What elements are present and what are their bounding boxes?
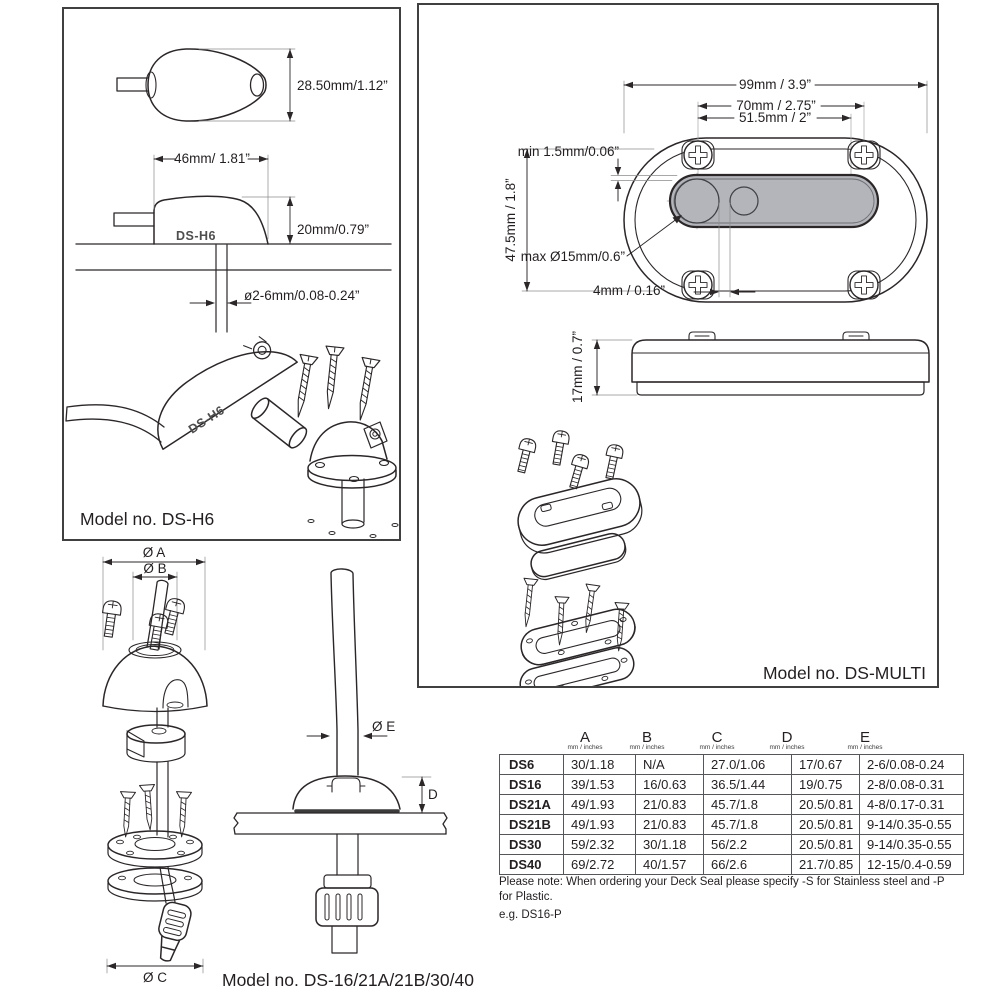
ordering-note xyxy=(499,875,954,923)
dim-label-dia-c: Ø C xyxy=(142,970,168,985)
cell: 19/0.75 xyxy=(792,775,860,795)
dim-label-profile-height: 17mm / 0.7” xyxy=(570,330,585,404)
table-row xyxy=(500,855,964,875)
table-row xyxy=(500,775,964,795)
cell: 69/2.72 xyxy=(564,855,636,875)
tapping-screws xyxy=(519,578,629,651)
dim-cable-diameter xyxy=(190,300,251,306)
ds-h6-top-view xyxy=(117,49,266,121)
col-e-unit: mm / inches xyxy=(847,744,883,751)
cable-mid xyxy=(157,762,168,837)
ds-series-exploded-view xyxy=(99,557,207,973)
cell: 21.7/0.85 xyxy=(792,855,860,875)
ds-multi-exploded-view xyxy=(513,430,647,686)
ds-h6-side-view xyxy=(76,196,391,332)
cell: 45.7/1.8 xyxy=(704,795,792,815)
ds-multi-top-view xyxy=(624,102,927,302)
model-label: DS6 xyxy=(500,755,564,775)
cell: 45.7/1.8 xyxy=(704,815,792,835)
cell: 30/1.18 xyxy=(636,835,704,855)
cell: 40/1.57 xyxy=(636,855,704,875)
gasket-plate xyxy=(517,606,638,669)
ds-h6-drawing xyxy=(64,9,399,539)
ds-series-installed-view xyxy=(234,569,447,953)
dim-label-dia-a: Ø A xyxy=(142,545,166,560)
cable-exploded xyxy=(66,405,164,442)
cell: 9-14/0.35-0.55 xyxy=(860,835,964,855)
cable-below-deck xyxy=(216,245,227,332)
table-row xyxy=(500,835,964,855)
dim-label-min-gap: min 1.5mm/0.06” xyxy=(517,144,619,159)
model-label: DS21A xyxy=(500,795,564,815)
note-line1: Please note: When ordering your Deck Seal please specify -S for Stainless steel and -P for Plastic. xyxy=(499,876,945,903)
caption-ds-h6: Model no. DS-H6 xyxy=(80,509,215,529)
cell: 20.5/0.81 xyxy=(792,815,860,835)
dim-overall-height xyxy=(522,149,654,291)
cell: 66/2.6 xyxy=(704,855,792,875)
cell: 12-15/0.4-0.59 xyxy=(860,855,964,875)
cell: 21/0.83 xyxy=(636,795,704,815)
top-cover xyxy=(513,474,647,558)
spec-table-grid xyxy=(499,754,964,875)
note-line2: e.g. DS16-P xyxy=(499,909,562,921)
cell: 49/1.93 xyxy=(564,815,636,835)
deck-screws xyxy=(118,784,191,837)
product-label-side: DS-H6 xyxy=(176,229,217,243)
dim-profile-height xyxy=(592,340,637,395)
col-d-unit: mm / inches xyxy=(769,744,805,751)
screws xyxy=(289,346,379,422)
spec-table-header xyxy=(499,726,913,754)
dim-label-hole-gap: 4mm / 0.16” xyxy=(592,283,665,298)
dim-label-cable-diameter: ø2-6mm/0.08-0.24” xyxy=(244,288,360,303)
model-label: DS16 xyxy=(500,775,564,795)
dim-top-height xyxy=(199,49,295,121)
col-b: B xyxy=(641,729,652,746)
dim-side-height xyxy=(242,197,295,244)
cell: 16/0.63 xyxy=(636,775,704,795)
cell: 2-8/0.08-0.31 xyxy=(860,775,964,795)
deck-cross-section xyxy=(234,813,447,834)
cable-stub-top xyxy=(117,78,148,91)
dim-label-depth-d: D xyxy=(428,787,438,802)
cell: 36.5/1.44 xyxy=(704,775,792,795)
col-b-unit: mm / inches xyxy=(629,744,665,751)
dim-label-overall-width: 99mm / 3.9” xyxy=(738,77,812,92)
flange-ring-top xyxy=(108,831,202,867)
model-label: DS21B xyxy=(500,815,564,835)
cell: 17/0.67 xyxy=(792,755,860,775)
cell: 20.5/0.81 xyxy=(792,795,860,815)
cable-connector xyxy=(152,901,193,965)
dim-depth-d xyxy=(402,777,431,813)
cell: 21/0.83 xyxy=(636,815,704,835)
col-a-unit: mm / inches xyxy=(567,744,603,751)
dim-label-max-cable: max Ø15mm/0.6” xyxy=(520,249,625,264)
caption-ds-multi: Model no. DS-MULTI xyxy=(762,663,926,683)
cell: 20.5/0.81 xyxy=(792,835,860,855)
dome-cover xyxy=(103,642,207,712)
cover-exploded xyxy=(139,326,297,450)
dim-label-dia-b: Ø B xyxy=(143,561,167,576)
caption-ds-series: Model no. DS-16/21A/21B/30/40 xyxy=(222,970,474,990)
col-e: E xyxy=(859,729,870,746)
cell: 49/1.93 xyxy=(564,795,636,815)
ds-series-drawing xyxy=(60,545,500,1000)
cell: 56/2.2 xyxy=(704,835,792,855)
cell: N/A xyxy=(636,755,704,775)
table-row xyxy=(500,815,964,835)
col-d: D xyxy=(781,729,793,746)
cell: 2-6/0.08-0.24 xyxy=(860,755,964,775)
rubber-seal xyxy=(528,531,628,582)
cable-stub-side xyxy=(114,213,154,226)
col-c: C xyxy=(711,729,723,746)
machine-screws xyxy=(513,430,624,490)
dim-label-slot-width: 51.5mm / 2” xyxy=(738,110,812,125)
model-label: DS40 xyxy=(500,855,564,875)
table-row xyxy=(500,795,964,815)
cell: 39/1.53 xyxy=(564,775,636,795)
ds-h6-exploded-view xyxy=(66,326,398,538)
dim-dia-b xyxy=(133,572,177,640)
cable-gland xyxy=(316,834,378,953)
ds-multi-side-view xyxy=(632,332,929,395)
cell: 4-8/0.17-0.31 xyxy=(860,795,964,815)
cell: 27.0/1.06 xyxy=(704,755,792,775)
cell: 59/2.32 xyxy=(564,835,636,855)
dim-label-overall-height: 47.5mm / 1.8” xyxy=(503,178,518,262)
dim-label-top-height: 28.50mm/1.12” xyxy=(297,78,388,93)
cable-slot xyxy=(670,175,878,227)
dim-label-dia-e: Ø E xyxy=(372,719,396,734)
installed-dome xyxy=(293,776,400,811)
dim-label-screw-spacing: 70mm / 2.75” xyxy=(736,98,816,113)
flange-ring-bottom xyxy=(108,868,202,901)
cell: 9-14/0.35-0.55 xyxy=(860,815,964,835)
dim-label-side-height: 20mm/0.79” xyxy=(297,222,370,237)
col-a: A xyxy=(579,729,590,746)
cell: 30/1.18 xyxy=(564,755,636,775)
cable-tube xyxy=(331,569,358,775)
clamp-bung xyxy=(127,725,185,762)
product-label-exploded: DS-H6 xyxy=(186,402,228,437)
panel-ds-series xyxy=(60,545,500,1000)
spec-table xyxy=(499,726,952,875)
table-row xyxy=(500,755,964,775)
swivel-base xyxy=(248,395,398,537)
model-label: DS30 xyxy=(500,835,564,855)
dim-label-side-width: 46mm/ 1.81” xyxy=(174,151,250,166)
col-c-unit: mm / inches xyxy=(699,744,735,751)
panel-ds-h6 xyxy=(62,7,401,541)
